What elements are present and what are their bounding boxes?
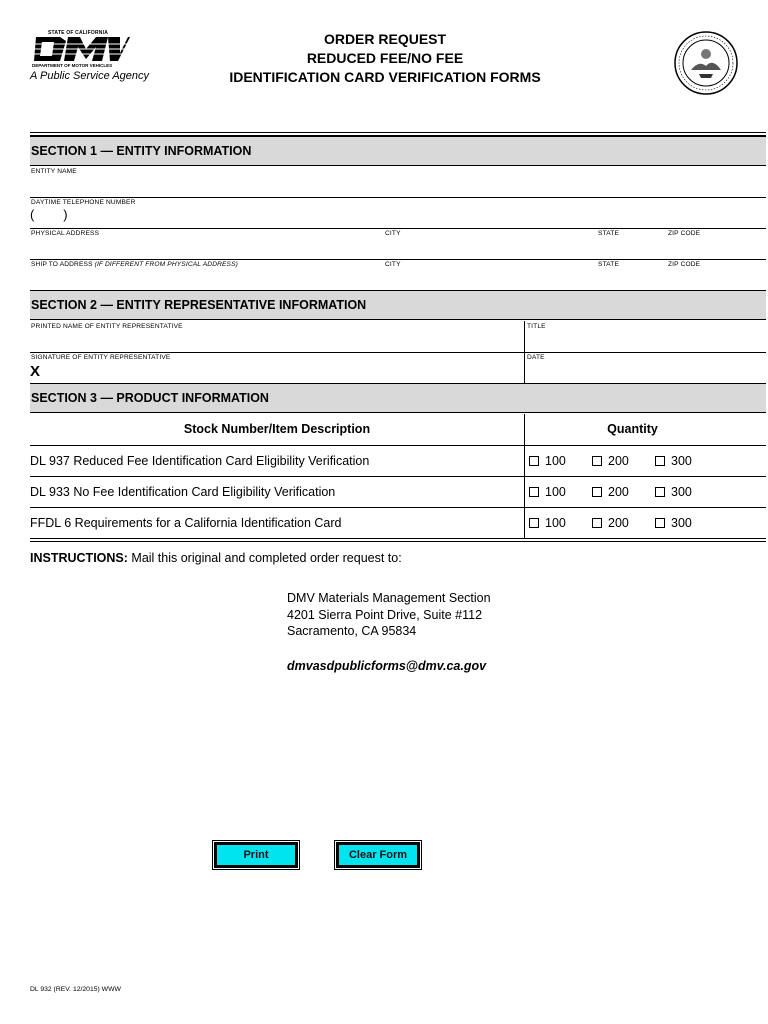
row-2-qty-100[interactable] [529,485,566,499]
row-2-qty-300[interactable] [655,485,692,499]
rep-title-field[interactable] [526,331,766,351]
ship-to-label-text: SHIP TO ADDRESS [31,261,93,268]
instructions [30,551,402,565]
section-3-divider [524,414,525,538]
section-3-header [30,383,766,413]
row-2-qty-200[interactable] [592,485,629,499]
title-line-3: IDENTIFICATION CARD VERIFICATION FORMS [229,69,541,85]
qty-label: 300 [671,516,692,530]
physical-state-label: STATE [598,230,620,237]
row-3-qty-100[interactable] [529,516,566,530]
product-row-3-description: FFDL 6 Requirements for a California Identification Card [30,516,342,530]
qty-label: 100 [545,516,566,530]
product-row-1-description: DL 937 Reduced Fee Identification Card Eligibility Verification [30,454,370,468]
address-line-3: Sacramento, CA 95834 [287,624,417,638]
date-field[interactable] [526,362,766,382]
rep-title-label: TITLE [527,323,546,330]
checkbox-icon[interactable] [592,456,602,466]
entity-name-label: ENTITY NAME [31,168,77,175]
form-title [180,30,590,87]
ship-to-label [31,261,238,268]
clear-form-button-frame [334,840,422,870]
row-1-qty-100[interactable] [529,454,566,468]
qty-label: 100 [545,485,566,499]
col-qty-header: Quantity [607,422,658,436]
printed-name-field[interactable] [30,331,524,351]
row-1-qty-300[interactable] [655,454,692,468]
col-item-header: Stock Number/Item Description [183,422,371,436]
checkbox-icon[interactable] [529,518,539,528]
physical-zip-label: ZIP CODE [668,230,701,237]
signature-field[interactable] [50,362,524,382]
checkbox-icon[interactable] [655,456,665,466]
section-2-title: SECTION 2 — ENTITY REPRESENTATIVE INFORMATION [31,298,367,312]
checkbox-icon[interactable] [655,487,665,497]
section-2-divider [524,321,525,383]
date-label: DATE [527,354,545,361]
qty-label: 200 [608,454,629,468]
state-seal-icon [673,30,739,96]
qty-label: 200 [608,485,629,499]
print-button-frame [212,840,300,870]
qty-label: 100 [545,454,566,468]
agency-tagline: A Public Service Agency [30,70,150,82]
phone-label: DAYTIME TELEPHONE NUMBER [31,199,136,206]
row-1-qty-200[interactable] [592,454,629,468]
form-id: DL 932 (REV. 12/2015) WWW [30,986,121,993]
checkbox-icon[interactable] [529,487,539,497]
clear-form-button[interactable]: Clear Form [336,842,420,868]
instructions-text: Mail this original and completed order request to: [131,551,402,565]
physical-city-label: CITY [385,230,401,237]
checkbox-icon[interactable] [655,518,665,528]
section-1-title: SECTION 1 — ENTITY INFORMATION [31,144,252,158]
checkbox-icon[interactable] [592,518,602,528]
qty-label: 200 [608,516,629,530]
title-line-2: REDUCED FEE/NO FEE [306,50,464,66]
section-3-title: SECTION 3 — PRODUCT INFORMATION [31,391,269,405]
physical-address-label: PHYSICAL ADDRESS [31,230,100,237]
ship-to-address-field[interactable] [30,269,766,289]
dmv-wordmark-icon [30,35,130,63]
section-1-header [30,136,766,166]
logo-state-text: STATE OF CALIFORNIA [48,30,108,36]
signature-x-mark: X [30,363,41,380]
section-2-header [30,290,766,320]
ship-state-label: STATE [598,261,620,268]
instructions-label: INSTRUCTIONS: [30,551,128,565]
product-row-2-description: DL 933 No Fee Identification Card Eligibility Verification [30,485,336,499]
qty-label: 300 [671,485,692,499]
ship-zip-label: ZIP CODE [668,261,701,268]
ship-city-label: CITY [385,261,401,268]
checkbox-icon[interactable] [592,487,602,497]
contact-email: dmvasdpublicforms@dmv.ca.gov [287,659,487,673]
address-line-2: 4201 Sierra Point Drive, Suite #112 [287,607,483,622]
address-line-1: DMV Materials Management Section [287,591,491,605]
physical-address-field[interactable] [30,238,766,258]
signature-label: SIGNATURE OF ENTITY REPRESENTATIVE [31,354,171,361]
logo-dept-text: DEPARTMENT OF MOTOR VEHICLES [32,63,113,68]
phone-field[interactable]: ( ) [30,207,68,222]
row-3-qty-300[interactable] [655,516,692,530]
dmv-logo [30,28,170,86]
entity-name-field[interactable] [30,175,766,196]
title-line-1: ORDER REQUEST [323,31,447,47]
checkbox-icon[interactable] [529,456,539,466]
mailing-address [287,590,491,640]
print-button[interactable]: Print [214,842,298,868]
printed-name-label: PRINTED NAME OF ENTITY REPRESENTATIVE [31,323,183,330]
qty-label: 300 [671,454,692,468]
row-3-qty-200[interactable] [592,516,629,530]
ship-to-note: (IF DIFFERENT FROM PHYSICAL ADDRESS) [94,261,239,268]
